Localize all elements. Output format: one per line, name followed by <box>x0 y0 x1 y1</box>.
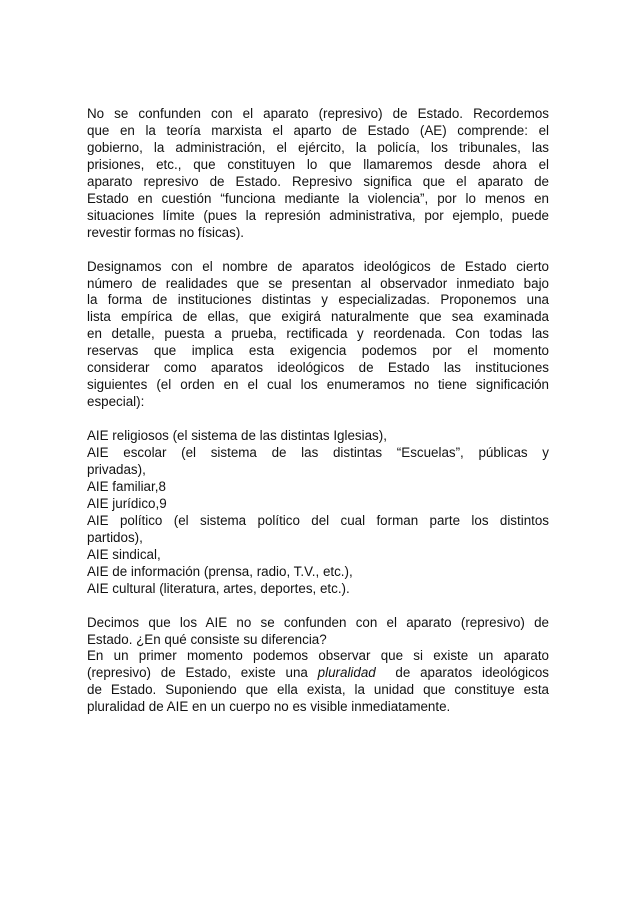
text-line: No se confunden con el aparato (represivo) de Estado. Recordemos <box>87 106 549 121</box>
text-segment: (represivo) de Estado, existe una <box>87 665 308 681</box>
paragraph-aparatos-ideologicos <box>87 259 549 412</box>
document-page <box>87 106 549 716</box>
text-line: considerar como aparatos ideológicos de Estado las instituciones <box>87 360 549 376</box>
text-line: Decimos que los AIE no se confunden con el aparato (represivo) de <box>87 614 549 630</box>
list-item: AIE jurídico,9 <box>87 495 167 511</box>
paragraph-diferencia <box>87 615 549 717</box>
list-item-continuation: partidos), <box>87 529 143 545</box>
list-item-continuation: privadas), <box>87 461 146 477</box>
text-line: prisiones, etc., que constituyen lo que llamaremos desde ahora el <box>87 156 549 172</box>
list-item: AIE de información (prensa, radio, T.V., etc.), <box>87 563 353 579</box>
text-line: siguientes (el orden en el cual los enumeramos no tiene significación <box>87 377 549 393</box>
list-item: AIE político (el sistema político del cual forman parte los distintos <box>87 512 549 528</box>
text-line: que en la teoría marxista el aparto de Estado (AE) comprende: el <box>87 122 549 138</box>
text-line: gobierno, la administración, el ejército, la policía, los tribunales, las <box>87 139 549 155</box>
list-item: AIE religiosos (el sistema de las distintas Iglesias), <box>87 428 387 444</box>
text-line: revestir formas no físicas). <box>87 224 245 240</box>
list-item: AIE escolar (el sistema de las distintas “Escuelas”, públicas y <box>87 445 549 461</box>
text-line: número de realidades que se presentan al observador inmediato bajo <box>87 275 549 291</box>
paragraph-aparato-represivo <box>87 106 549 242</box>
list-item: AIE cultural (literatura, artes, deportes, etc.). <box>87 580 350 596</box>
list-item: AIE sindical, <box>87 546 161 562</box>
text-line: la forma de instituciones distintas y especializadas. Proponemos una <box>87 292 549 308</box>
text-segment: de aparatos ideológicos <box>395 665 549 681</box>
text-line: lista empírica de ellas, que exigirá naturalmente que sea examinada <box>87 309 549 325</box>
text-line: reservas que implica esta exigencia podemos por el momento <box>87 343 549 359</box>
aie-list <box>87 428 549 598</box>
list-item: AIE familiar,8 <box>87 478 166 494</box>
text-line: especial): <box>87 394 145 410</box>
text-line: en detalle, puesta a prueba, rectificada y reordenada. Con todas las <box>87 326 549 342</box>
text-line: En un primer momento podemos observar que si existe un aparato <box>87 648 549 664</box>
text-line-with-emphasis <box>87 665 549 682</box>
text-line: pluralidad de AIE en un cuerpo no es visible inmediatamente. <box>87 699 451 715</box>
text-line: Estado en cuestión “funciona mediante la violencia”, por lo menos en <box>87 190 549 206</box>
text-line: de Estado. Suponiendo que ella exista, la unidad que constituye esta <box>87 682 549 698</box>
text-line: situaciones límite (pues la represión administrativa, por ejemplo, puede <box>87 207 549 223</box>
text-line: aparato represivo de Estado. Represivo significa que el aparato de <box>87 173 549 189</box>
text-line: Estado. ¿En qué consiste su diferencia? <box>87 631 327 647</box>
text-line: Designamos con el nombre de aparatos ideológicos de Estado cierto <box>87 258 549 274</box>
emphasis-pluralidad: pluralidad <box>317 665 376 681</box>
